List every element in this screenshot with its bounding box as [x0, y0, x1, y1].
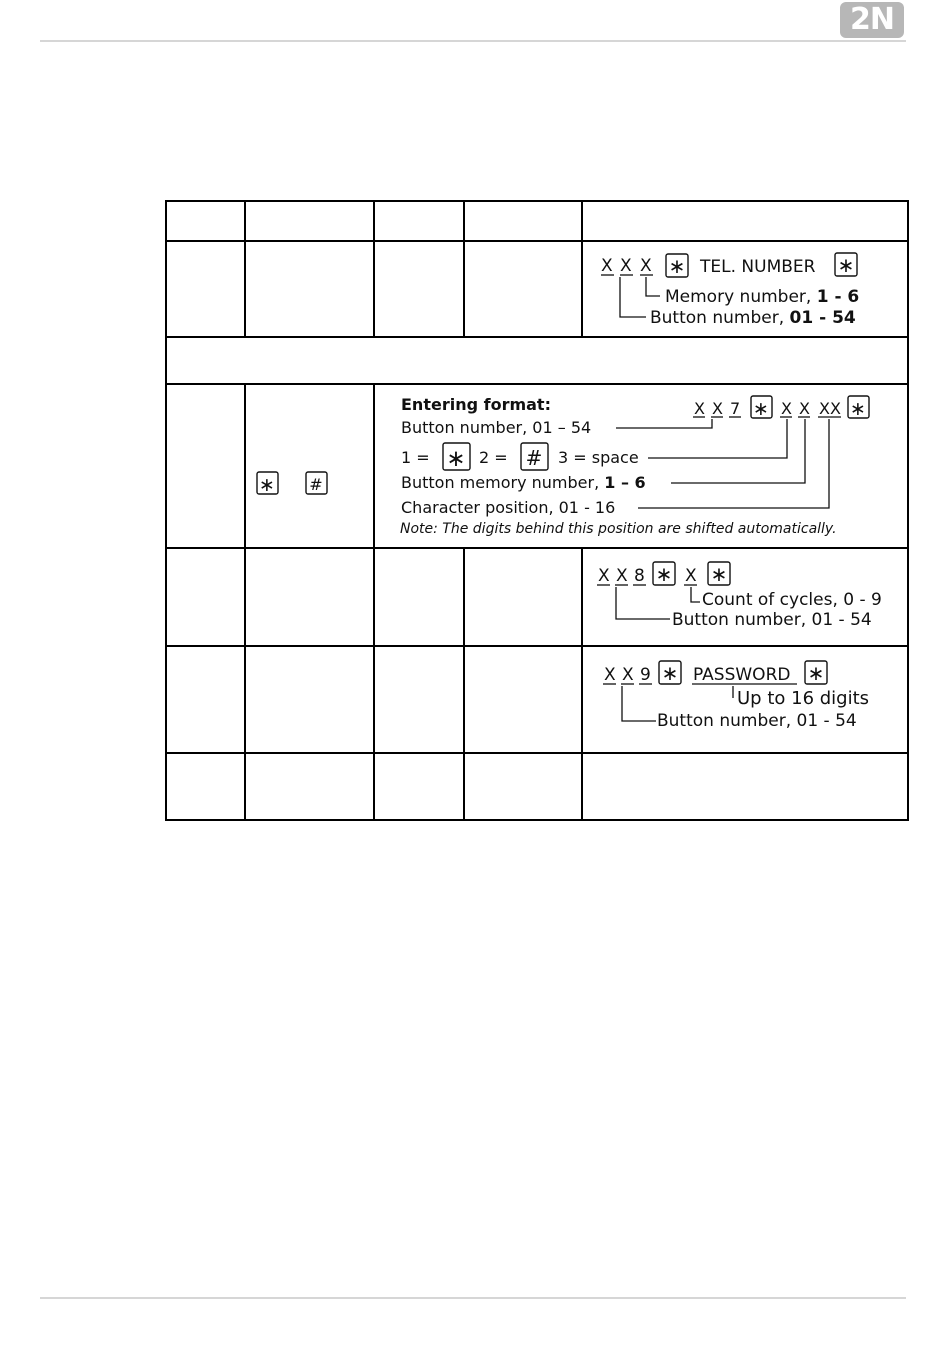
star-key-icon [835, 253, 857, 277]
table-border-bottom [165, 819, 909, 821]
hash-key-icon [306, 472, 327, 494]
svg-text:∗: ∗ [753, 398, 769, 420]
seq-char: 8 [634, 566, 645, 586]
svg-text:∗: ∗ [850, 398, 866, 420]
table-row-divider [165, 240, 909, 242]
button-number-line: Button number, 01 - 54 [657, 711, 857, 731]
password-label: PASSWORD [693, 665, 791, 685]
table-col-divider [244, 383, 246, 549]
star-key-icon [666, 254, 688, 278]
seq-char: 9 [640, 665, 651, 685]
table-col-divider [244, 547, 246, 821]
svg-text:∗: ∗ [710, 562, 728, 586]
table-row-divider [165, 383, 909, 385]
brand-logo: 2N [840, 2, 904, 38]
table-row-divider [165, 336, 909, 338]
seq-char: X [781, 399, 792, 418]
star-key-icon [257, 472, 278, 496]
button-memory-line: Button memory number, 1 – 6 [401, 473, 646, 492]
table-col-divider [463, 200, 465, 338]
seq-char: X [712, 399, 723, 418]
star-key-icon [805, 661, 827, 685]
svg-text:#: # [309, 475, 323, 494]
table-row-divider [165, 645, 909, 647]
star-key-icon [708, 562, 730, 586]
star-key-icon [443, 443, 470, 472]
button-number-line: Button number, 01 - 54 [672, 610, 872, 630]
hash-key-icon [521, 443, 548, 470]
entering-format-heading: Entering format: [401, 395, 551, 414]
character-position-line: Character position, 01 - 16 [401, 498, 616, 517]
header-divider [40, 40, 906, 42]
password-diagram [590, 656, 900, 736]
star-key-icon [659, 661, 681, 685]
seq-char: X [685, 566, 697, 586]
key-icons [255, 470, 335, 498]
svg-text:∗: ∗ [655, 562, 673, 586]
key-three-label: 3 = space [558, 448, 639, 467]
cycles-line: Count of cycles, 0 - 9 [702, 590, 882, 610]
memory-number-diagram [590, 248, 900, 336]
svg-text:∗: ∗ [837, 253, 855, 277]
table-border-right [907, 200, 909, 821]
table-col-divider [373, 547, 375, 821]
svg-text:∗: ∗ [668, 254, 686, 278]
cycles-diagram [590, 556, 900, 636]
key-two-label: 2 = [479, 448, 508, 467]
star-key-icon [653, 562, 675, 586]
seq-char: XX [819, 399, 841, 418]
table-col-divider [581, 200, 583, 338]
seq-char: X [799, 399, 810, 418]
shift-note: Note: The digits behind this position are shifted automatically. [400, 521, 837, 537]
svg-text:∗: ∗ [661, 661, 679, 685]
seq-char: 7 [730, 399, 741, 418]
seq-char: X [616, 566, 628, 586]
table-col-divider [373, 200, 375, 338]
seq-char: X [598, 566, 610, 586]
svg-text:∗: ∗ [807, 661, 825, 685]
seq-char: X [622, 665, 634, 685]
seq-char: X [694, 399, 705, 418]
table-col-divider [581, 547, 583, 821]
table-col-divider [244, 200, 246, 338]
svg-text:#: # [525, 446, 543, 470]
seq-char: X [620, 256, 632, 276]
seq-char: X [640, 256, 652, 276]
table-border-top [165, 200, 909, 202]
table-border-left [165, 200, 167, 821]
password-digits-line: Up to 16 digits [737, 688, 870, 709]
svg-text:∗: ∗ [259, 474, 275, 496]
star-key-icon [848, 396, 869, 420]
button-number-line: Button number, 01 – 54 [401, 418, 592, 437]
seq-char: X [601, 256, 613, 276]
star-key-icon [751, 396, 772, 420]
seq-char: X [604, 665, 616, 685]
table-row-divider [165, 547, 909, 549]
footer-divider [40, 1297, 906, 1299]
key-one-label: 1 = [401, 448, 430, 467]
table-row-divider [165, 752, 909, 754]
table-col-divider [463, 547, 465, 821]
tel-number-label: TEL. NUMBER [700, 257, 816, 277]
svg-text:∗: ∗ [446, 446, 466, 472]
table-col-divider [373, 383, 375, 549]
entering-format-diagram [380, 386, 905, 546]
button-number-line: Button number, 01 - 54 [650, 308, 856, 328]
memory-number-line: Memory number, 1 - 6 [665, 287, 860, 307]
